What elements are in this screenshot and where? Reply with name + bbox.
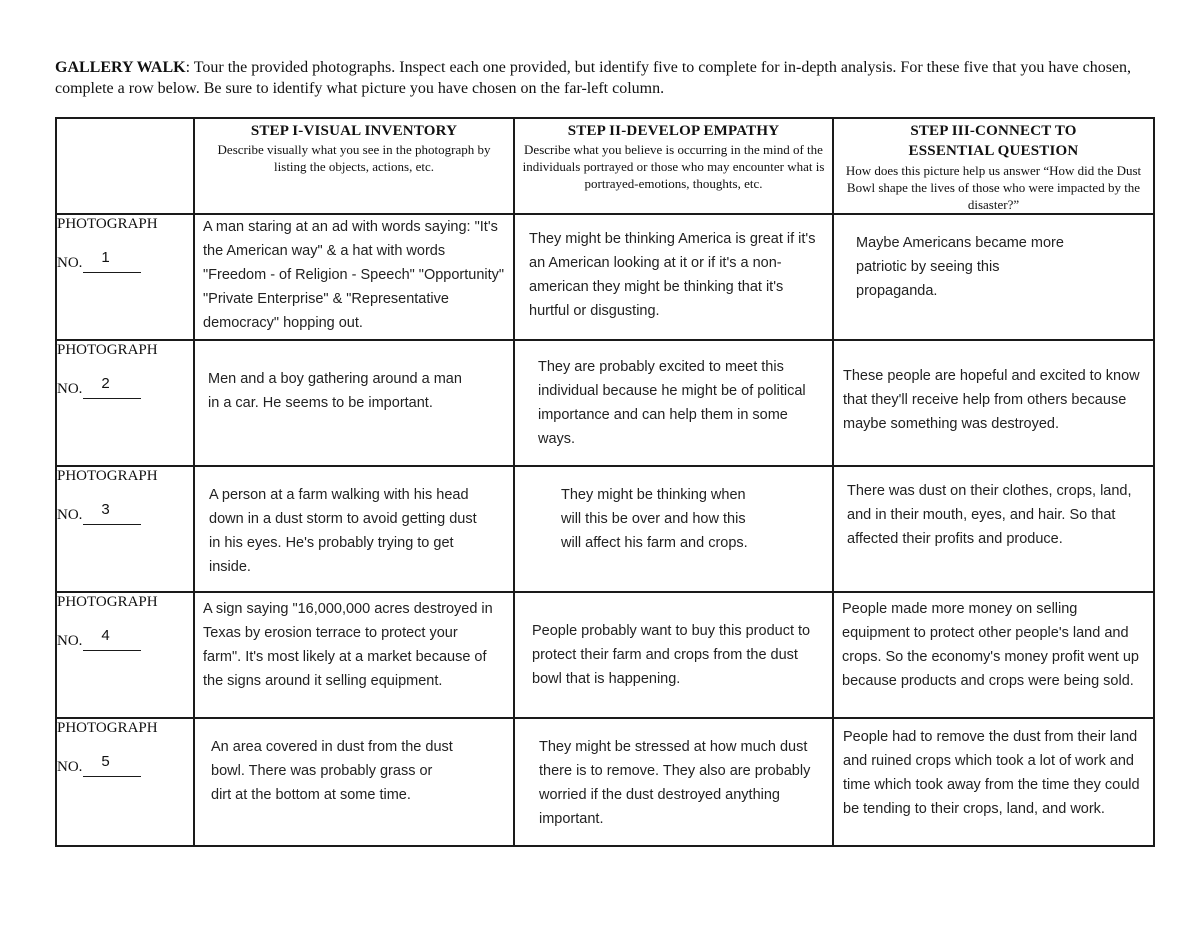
number-blank: [83, 627, 141, 651]
step-3-title: STEP III-CONNECT TO ESSENTIAL QUESTION: [908, 123, 1079, 159]
step-3-description: How does this picture help us answer “How did the Dust Bowl shape the lives of those who were impacted by the disaster?”: [845, 163, 1142, 212]
visual-cell[interactable]: [194, 214, 514, 340]
header-step-2: [514, 118, 833, 214]
number-label: NO.: [57, 255, 83, 271]
visual-answer: A man staring at an ad with words saying: "It's the American way" & a hat with words "Freedom - of Religion - Speech" "Opportunity" "Private Enterprise" & "Representative democracy" hopping out.: [203, 219, 505, 331]
empathy-cell[interactable]: [514, 214, 833, 340]
table-row: [56, 340, 1154, 466]
photo-number: 5: [101, 753, 110, 770]
photo-number: 1: [101, 249, 110, 266]
instructions-text: : Tour the provided photographs. Inspect each one provided, but identify five to complete for in-depth analysis. For these five that you have chosen, complete a row below. Be sure to identify what picture you have chosen on the far-left column.: [55, 59, 1132, 97]
photograph-label: PHOTOGRAPH: [57, 594, 158, 610]
empathy-answer: They might be stressed at how much dust there is to remove. They also are probably worried if the dust destroyed anything important.: [539, 739, 811, 827]
connect-cell[interactable]: [833, 214, 1154, 340]
visual-answer: A person at a farm walking with his head down in a dust storm to avoid getting dust in his eyes. He's probably trying to get inside.: [209, 487, 477, 575]
number-blank: [83, 753, 141, 777]
connect-answer: People had to remove the dust from their land and ruined crops which took a lot of work and time which took away from the time they could be tending to their crops, land, and work.: [843, 729, 1140, 817]
visual-answer: Men and a boy gathering around a man in a car. He seems to be important.: [208, 371, 462, 411]
number-label: NO.: [57, 507, 83, 523]
photo-cell: [56, 592, 194, 718]
step-2-description: Describe what you believe is occurring in the mind of the individuals portrayed or those who may encounter what is portrayed-emotions, thoughts, etc.: [522, 142, 825, 191]
empathy-cell[interactable]: [514, 466, 833, 592]
empathy-answer: They might be thinking America is great if it's an American looking at it or if it's a non-american they might be thinking that it's hurtful or disgusting.: [529, 231, 816, 319]
number-blank: [83, 501, 141, 525]
empathy-cell[interactable]: [514, 592, 833, 718]
visual-cell[interactable]: [194, 718, 514, 846]
connect-cell[interactable]: [833, 718, 1154, 846]
empathy-answer: People probably want to buy this product to protect their farm and crops from the dust bowl that is happening.: [532, 623, 811, 687]
visual-cell[interactable]: [194, 592, 514, 718]
empathy-cell[interactable]: [514, 340, 833, 466]
table-row: [56, 718, 1154, 846]
connect-cell[interactable]: [833, 340, 1154, 466]
connect-cell[interactable]: [833, 466, 1154, 592]
photo-cell: [56, 340, 194, 466]
visual-cell[interactable]: [194, 466, 514, 592]
table-row: [56, 592, 1154, 718]
photo-cell: [56, 466, 194, 592]
empathy-answer: They might be thinking when will this be over and how this will affect his farm and crops.: [561, 487, 748, 551]
number-label: NO.: [57, 381, 83, 397]
instructions: [55, 57, 1155, 99]
number-blank: [83, 249, 141, 273]
step-1-description: Describe visually what you see in the photograph by listing the objects, actions, etc.: [217, 142, 491, 174]
table-row: [56, 214, 1154, 340]
table-row: [56, 466, 1154, 592]
photo-number: 3: [101, 501, 110, 518]
connect-answer: Maybe Americans became more patriotic by seeing this propaganda.: [856, 235, 1064, 299]
gallery-walk-table: [55, 117, 1155, 847]
visual-answer: An area covered in dust from the dust bowl. There was probably grass or dirt at the bottom at some time.: [211, 739, 453, 803]
photo-number: 4: [101, 627, 110, 644]
instructions-label: GALLERY WALK: [55, 59, 186, 76]
empathy-cell[interactable]: [514, 718, 833, 846]
connect-answer: These people are hopeful and excited to know that they'll receive help from others because maybe something was destroyed.: [843, 368, 1140, 432]
number-label: NO.: [57, 633, 83, 649]
header-step-3: [833, 118, 1154, 214]
connect-answer: There was dust on their clothes, crops, land, and in their mouth, eyes, and hair. So that affected their profits and produce.: [847, 483, 1132, 547]
corner-cell: [56, 118, 194, 214]
photo-cell: [56, 214, 194, 340]
photo-number: 2: [101, 375, 110, 392]
connect-answer: People made more money on selling equipment to protect other people's land and crops. So the economy's money profit went up because products and crops were being sold.: [842, 601, 1139, 689]
header-row: [56, 118, 1154, 214]
number-label: NO.: [57, 759, 83, 775]
photograph-label: PHOTOGRAPH: [57, 216, 158, 232]
empathy-answer: They are probably excited to meet this individual because he might be of political importance and can help them in some ways.: [538, 359, 806, 447]
photograph-label: PHOTOGRAPH: [57, 468, 158, 484]
visual-cell[interactable]: [194, 340, 514, 466]
visual-answer: A sign saying "16,000,000 acres destroyed in Texas by erosion terrace to protect your farm". It's most likely at a market because of the signs around it selling equipment.: [203, 601, 493, 689]
header-step-1: [194, 118, 514, 214]
step-2-title: STEP II-DEVELOP EMPATHY: [567, 123, 780, 139]
photograph-label: PHOTOGRAPH: [57, 720, 158, 736]
number-blank: [83, 375, 141, 399]
photograph-label: PHOTOGRAPH: [57, 342, 158, 358]
step-1-title: STEP I-VISUAL INVENTORY: [250, 123, 458, 139]
connect-cell[interactable]: [833, 592, 1154, 718]
photo-cell: [56, 718, 194, 846]
